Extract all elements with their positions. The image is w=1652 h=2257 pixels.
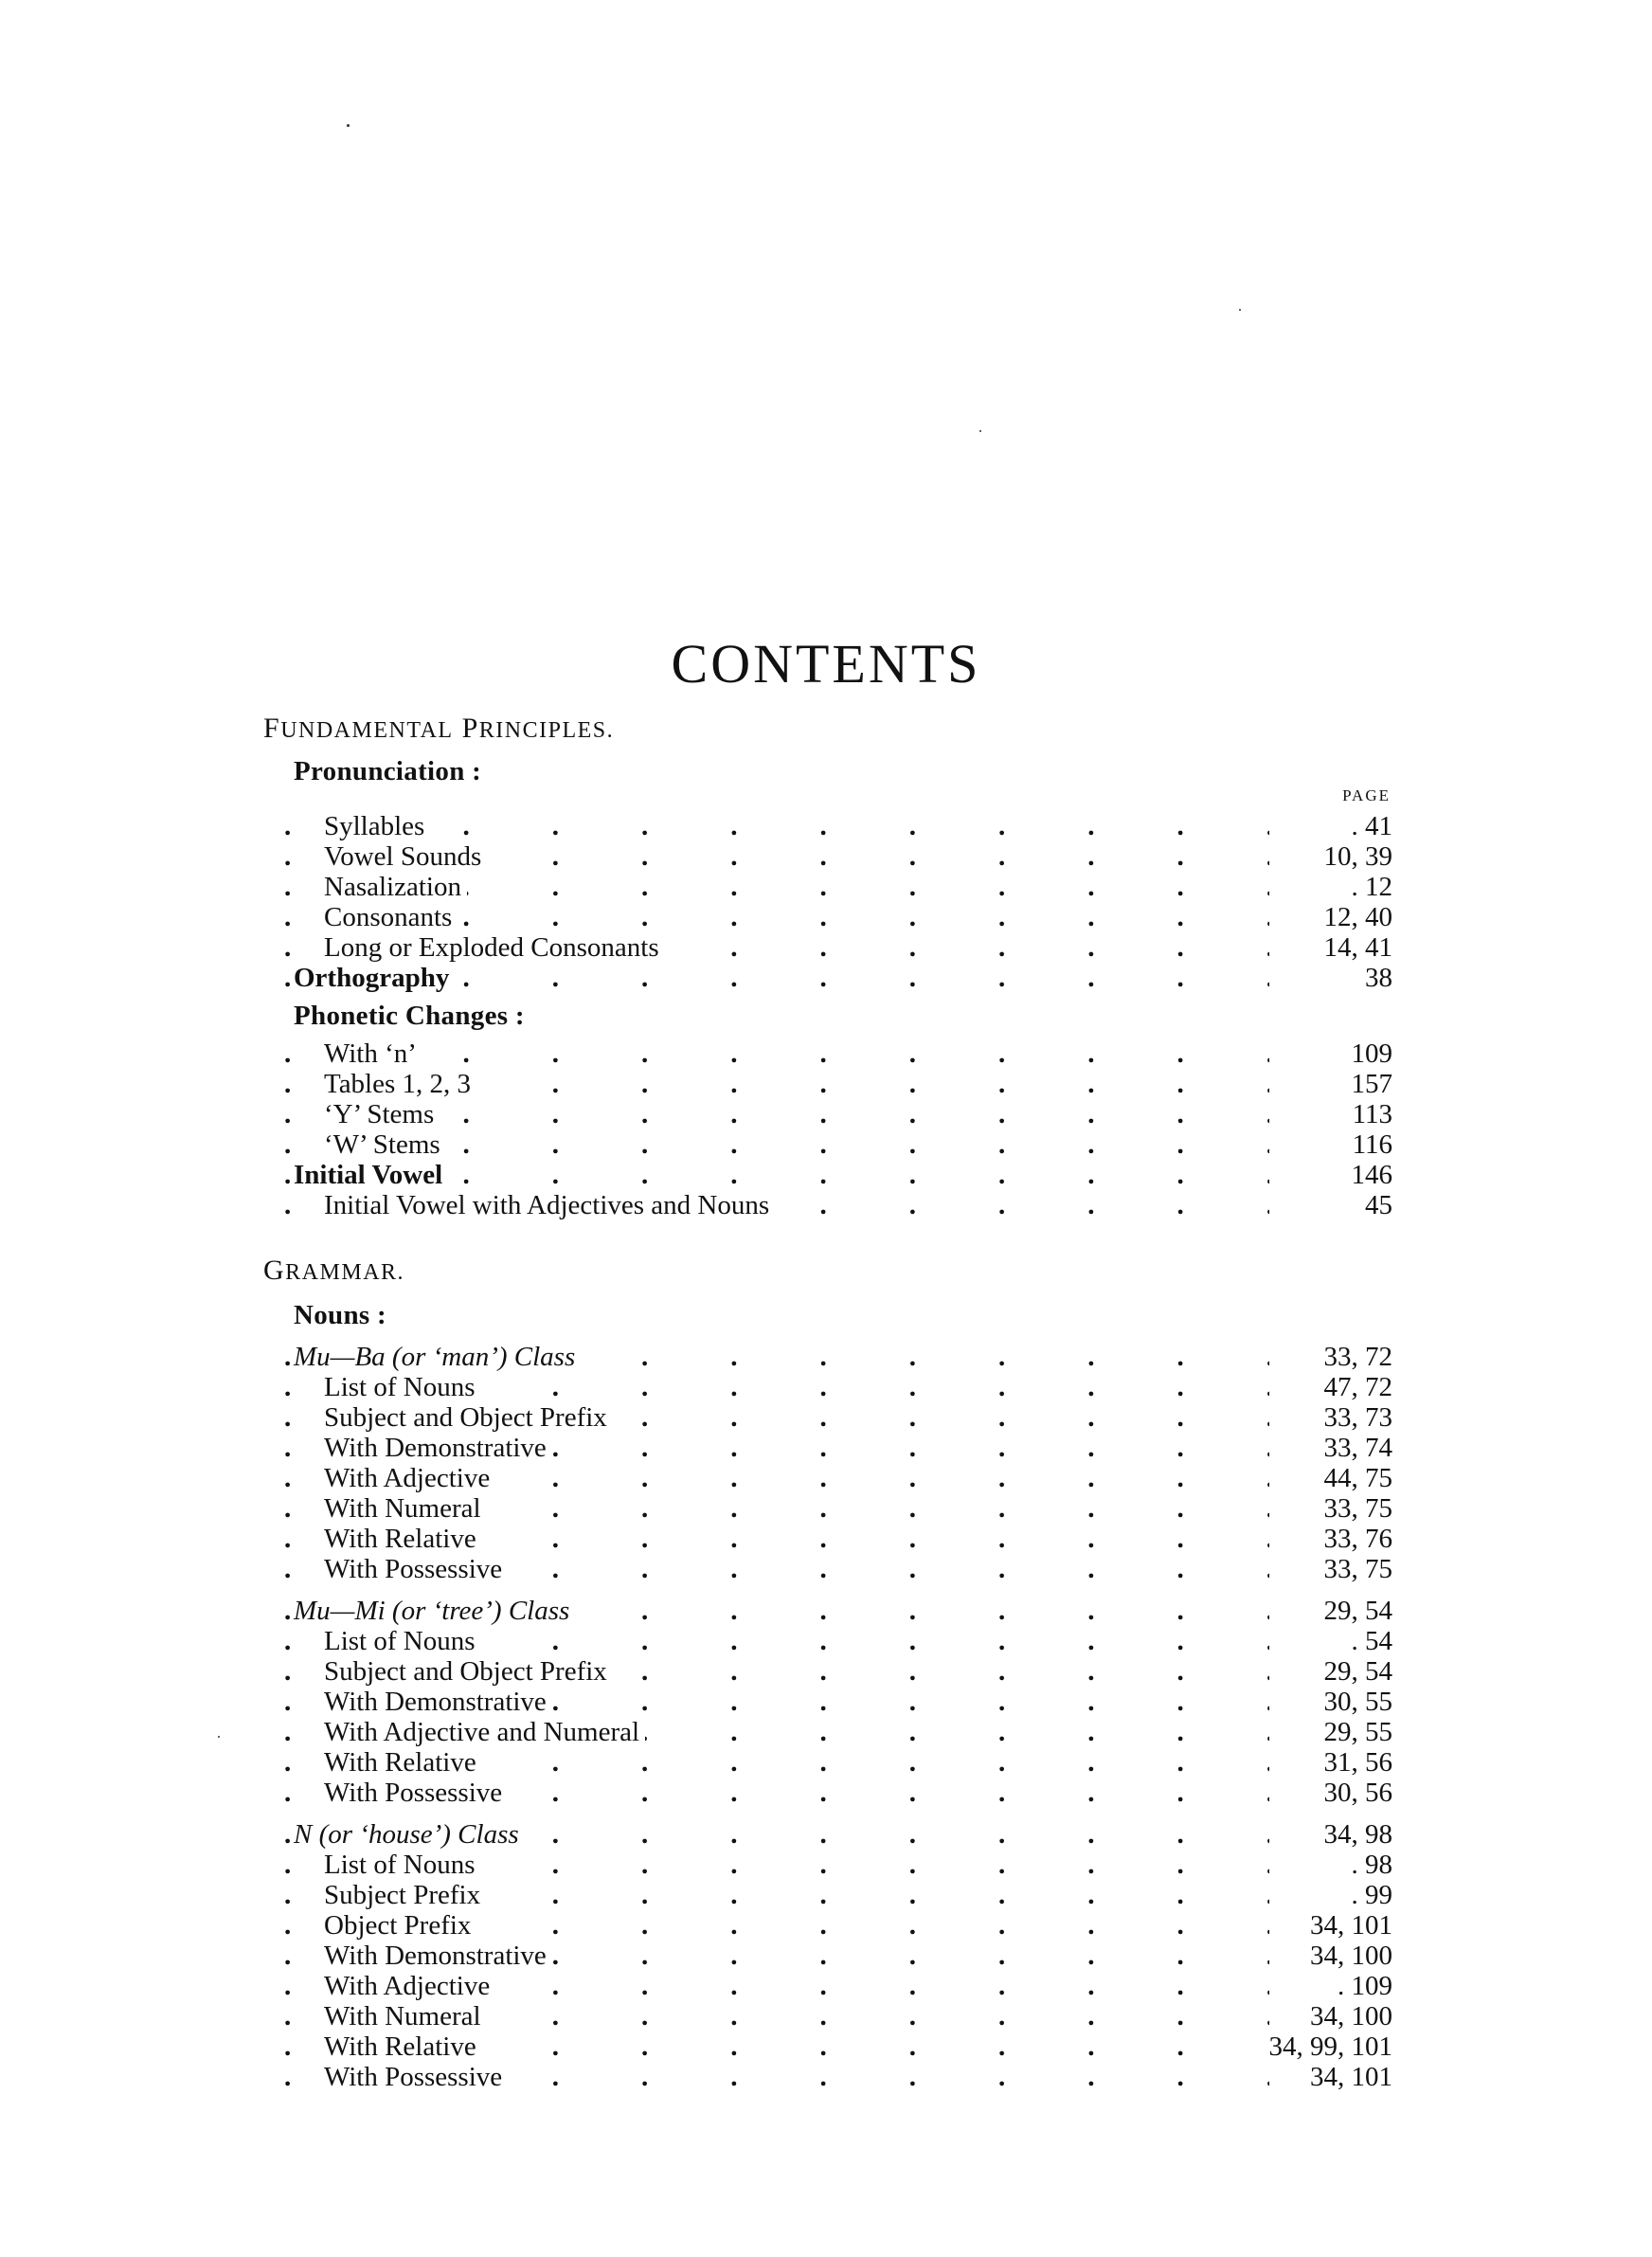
entry-pages: 29, 55	[1319, 1717, 1393, 1747]
subheading-pronunciation: Pronunciation :	[294, 756, 482, 786]
entry-label: Tables 1, 2, 3	[324, 1069, 476, 1099]
entry-pages: 33, 72	[1319, 1342, 1393, 1372]
dot-leader	[284, 811, 1269, 841]
toc-entry[interactable]	[0, 2062, 1652, 2092]
entry-label: With Relative	[324, 1524, 482, 1554]
entry-pages: 33, 74	[1319, 1433, 1393, 1463]
toc-entry[interactable]	[0, 1099, 1652, 1129]
entry-pages: 34, 101	[1304, 1910, 1392, 1941]
entry-label: With Adjective and Numeral	[324, 1717, 645, 1747]
toc-entry[interactable]	[0, 1626, 1652, 1656]
toc-entry[interactable]	[0, 1402, 1652, 1433]
entry-label: Consonants	[324, 902, 458, 932]
entry-pages: 29, 54	[1319, 1596, 1393, 1626]
toc-entry-class[interactable]	[0, 1596, 1652, 1626]
entry-label: With Demonstrative	[324, 1687, 552, 1717]
entry-label: With Adjective	[324, 1971, 495, 2001]
entry-pages: . 41	[1346, 811, 1393, 841]
entry-label: With Relative	[324, 2031, 482, 2062]
toc-entry-class[interactable]	[0, 1819, 1652, 1850]
dot-leader	[284, 1038, 1269, 1069]
toc-entry[interactable]	[0, 1433, 1652, 1463]
entry-pages: 29, 54	[1319, 1656, 1393, 1687]
entry-pages: 34, 100	[1304, 1941, 1392, 1971]
toc-entry[interactable]	[0, 1190, 1652, 1220]
toc-entry[interactable]	[0, 1524, 1652, 1554]
toc-entry-class[interactable]	[0, 1342, 1652, 1372]
toc-entry[interactable]	[0, 1717, 1652, 1747]
entry-label: With Possessive	[324, 1778, 508, 1808]
toc-entry[interactable]	[0, 1656, 1652, 1687]
entry-label: With Numeral	[324, 2001, 487, 2031]
toc-entry[interactable]	[0, 1880, 1652, 1910]
toc-entry[interactable]	[0, 1687, 1652, 1717]
toc-entry[interactable]	[0, 2031, 1652, 2062]
entry-label: With Possessive	[324, 2062, 508, 2092]
entry-label: Long or Exploded Consonants	[324, 932, 665, 963]
toc-entry[interactable]	[0, 1038, 1652, 1069]
entry-label: With Adjective	[324, 1463, 495, 1493]
entry-label: N (or ‘house’) Class	[294, 1819, 525, 1850]
toc-entry[interactable]	[0, 932, 1652, 963]
section-heading-fundamental	[263, 713, 614, 745]
toc-entry[interactable]	[0, 1493, 1652, 1524]
toc-entry-initial-vowel[interactable]	[0, 1160, 1652, 1190]
page-title: CONTENTS	[671, 632, 981, 695]
entry-pages: 30, 55	[1319, 1687, 1393, 1717]
entry-label: List of Nouns	[324, 1372, 481, 1402]
entry-pages: 34, 98	[1319, 1819, 1393, 1850]
entry-pages: 30, 56	[1319, 1778, 1393, 1808]
toc-entry[interactable]	[0, 1910, 1652, 1941]
entry-label: Vowel Sounds	[324, 841, 487, 872]
entry-pages: 33, 76	[1319, 1524, 1393, 1554]
entry-pages: . 12	[1346, 872, 1393, 902]
entry-pages: 31, 56	[1319, 1747, 1393, 1778]
page-speck	[347, 124, 350, 127]
section-heading-grammar	[263, 1255, 404, 1287]
entry-label: Subject Prefix	[324, 1880, 486, 1910]
entry-pages: . 98	[1346, 1850, 1393, 1880]
subheading-phonetic-changes: Phonetic Changes :	[294, 1001, 525, 1031]
entry-label: Mu—Ba (or ‘man’) Class	[294, 1342, 581, 1372]
entry-label: ‘W’ Stems	[324, 1129, 446, 1160]
entry-pages: 146	[1346, 1160, 1393, 1190]
heading-initial: P	[461, 713, 479, 744]
entry-label: With Demonstrative	[324, 1433, 552, 1463]
entry-pages: 113	[1347, 1099, 1392, 1129]
entry-label: With Demonstrative	[324, 1941, 552, 1971]
entry-pages: 33, 75	[1319, 1493, 1393, 1524]
entry-label: Orthography	[294, 963, 455, 993]
entry-label: Initial Vowel with Adjectives and Nouns	[324, 1190, 775, 1220]
entry-pages: . 54	[1346, 1626, 1393, 1656]
entry-label: Nasalization	[324, 872, 467, 902]
toc-entry[interactable]	[0, 2001, 1652, 2031]
toc-entry[interactable]	[0, 872, 1652, 902]
toc-entry[interactable]	[0, 1372, 1652, 1402]
entry-label: With Possessive	[324, 1554, 508, 1584]
entry-label: List of Nouns	[324, 1626, 481, 1656]
entry-pages: 45	[1359, 1190, 1392, 1220]
entry-label: Object Prefix	[324, 1910, 476, 1941]
toc-entry[interactable]	[0, 1747, 1652, 1778]
entry-pages: . 109	[1332, 1971, 1392, 2001]
entry-pages: 34, 100	[1304, 2001, 1392, 2031]
toc-entry[interactable]	[0, 1554, 1652, 1584]
subheading-nouns: Nouns :	[294, 1300, 386, 1330]
toc-entry[interactable]	[0, 1850, 1652, 1880]
entry-label: Subject and Object Prefix	[324, 1402, 613, 1433]
entry-label: ‘Y’ Stems	[324, 1099, 440, 1129]
entry-pages: . 99	[1346, 1880, 1393, 1910]
entry-pages: 33, 75	[1319, 1554, 1393, 1584]
entry-label: With Numeral	[324, 1493, 487, 1524]
entry-pages: 116	[1347, 1129, 1392, 1160]
toc-entry[interactable]	[0, 1129, 1652, 1160]
toc-entry[interactable]	[0, 1778, 1652, 1808]
entry-pages: 34, 99, 101	[1264, 2031, 1393, 2062]
entry-label: Mu—Mi (or ‘tree’) Class	[294, 1596, 575, 1626]
entry-label: With ‘n’	[324, 1038, 422, 1069]
entry-pages: 14, 41	[1319, 932, 1393, 963]
toc-entry[interactable]	[0, 841, 1652, 872]
entry-label: List of Nouns	[324, 1850, 481, 1880]
entry-label: With Relative	[324, 1747, 482, 1778]
heading-rest: RAMMAR.	[285, 1260, 405, 1285]
heading-rest: RINCIPLES.	[478, 718, 615, 743]
page-speck	[1239, 309, 1241, 311]
page-column-label: PAGE	[1342, 786, 1391, 804]
toc-entry-orthography[interactable]	[0, 963, 1652, 993]
page-speck	[979, 430, 981, 432]
entry-pages: 47, 72	[1319, 1372, 1393, 1402]
toc-entry[interactable]	[0, 1463, 1652, 1493]
toc-entry[interactable]	[0, 1971, 1652, 2001]
entry-label: Subject and Object Prefix	[324, 1656, 613, 1687]
entry-pages: 38	[1359, 963, 1392, 993]
toc-entry[interactable]	[0, 1069, 1652, 1099]
toc-entry[interactable]	[0, 811, 1652, 841]
entry-pages: 44, 75	[1319, 1463, 1393, 1493]
toc-entry[interactable]	[0, 902, 1652, 932]
entry-label: Syllables	[324, 811, 430, 841]
entry-pages: 34, 101	[1304, 2062, 1392, 2092]
toc-entry[interactable]	[0, 1941, 1652, 1971]
entry-pages: 12, 40	[1319, 902, 1393, 932]
entry-pages: 10, 39	[1319, 841, 1393, 872]
entry-pages: 109	[1346, 1038, 1393, 1069]
entry-label: Initial Vowel	[294, 1160, 448, 1190]
heading-initial: G	[263, 1255, 286, 1286]
heading-initial: F	[263, 713, 281, 744]
heading-rest: UNDAMENTAL	[280, 718, 454, 743]
entry-pages: 33, 73	[1319, 1402, 1393, 1433]
entry-pages: 157	[1346, 1069, 1393, 1099]
